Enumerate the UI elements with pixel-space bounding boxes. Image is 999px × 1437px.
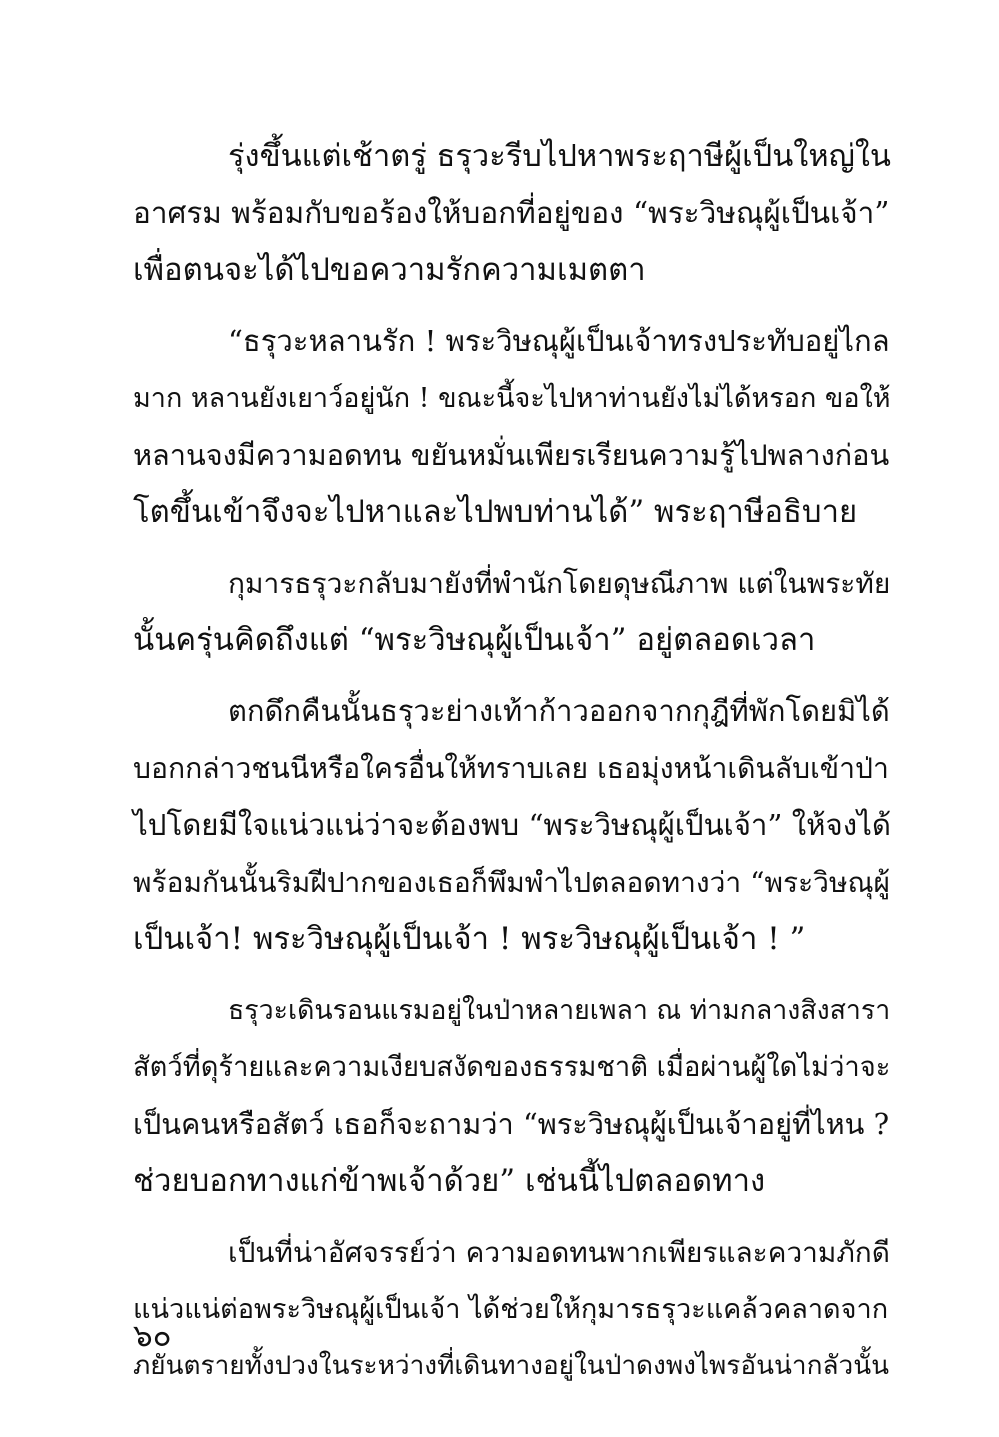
text-line: กุมารธรุวะกลับมายังที่พำนักโดยดุษณีภาพ แต่ในพระทัย <box>228 567 891 600</box>
paragraph-1 <box>133 128 891 299</box>
paragraph-6 <box>133 1224 891 1395</box>
text-line: พร้อมกันนั้นริมฝีปากของเธอก็พึมพำไปตลอดทางว่า “พระวิษณุผู้ <box>133 866 890 899</box>
paragraph-5 <box>133 982 891 1210</box>
text-line: เป็นคนหรือสัตว์ เธอก็จะถามว่า “พระวิษณุผู้เป็นเจ้าอยู่ที่ไหน ? <box>133 1107 890 1141</box>
text-line: โตขึ้นเข้าจึงจะไปหาและไปพบท่านได้” พระฤาษีอธิบาย <box>133 494 858 530</box>
text-line: อาศรม พร้อมกับขอร้องให้บอกที่อยู่ของ “พระวิษณุผู้เป็นเจ้า” <box>133 196 890 231</box>
paragraph-2 <box>133 313 891 541</box>
text-line: มาก หลานยังเยาว์อยู่นัก ! ขณะนี้จะไปหาท่านยังไม่ได้หรอก ขอให้ <box>133 383 891 414</box>
text-line: เพื่อตนจะได้ไปขอความรักความเมตตา <box>133 252 646 288</box>
text-line: สัตว์ที่ดุร้ายและความเงียบสงัดของธรรมชาติ เมื่อผ่านผู้ใดไม่ว่าจะ <box>133 1052 891 1083</box>
paragraph-3 <box>133 555 891 669</box>
text-line: เป็นเจ้า! พระวิษณุผู้เป็นเจ้า ! พระวิษณุผู้เป็นเจ้า ! ” <box>133 921 806 957</box>
text-line: ธรุวะเดินรอนแรมอยู่ในป่าหลายเพลา ณ ท่ามกลางสิงสารา <box>228 995 891 1026</box>
text-line: นั้นครุ่นคิดถึงแต่ “พระวิษณุผู้เป็นเจ้า” อยู่ตลอดเวลา <box>133 622 816 658</box>
page-number: ๖๐ <box>133 1318 172 1354</box>
text-line: เป็นที่น่าอัศจรรย์ว่า ความอดทนพากเพียรและความภักดี <box>228 1236 890 1269</box>
text-line: บอกกล่าวชนนีหรือใครอื่นให้ทราบเลย เธอมุ่งหน้าเดินลับเข้าป่า <box>133 752 889 785</box>
text-line: แน่วแน่ต่อพระวิษณุผู้เป็นเจ้า ได้ช่วยให้กุมารธรุวะแคล้วคลาดจาก <box>133 1294 889 1325</box>
body-text <box>133 128 891 1409</box>
text-line: ตกดึกคืนนั้นธรุวะย่างเท้าก้าวออกจากกุฎีที่พักโดยมิได้ <box>228 694 890 728</box>
paragraph-4 <box>133 683 891 968</box>
text-line: ช่วยบอกทางแก่ข้าพเจ้าด้วย” เช่นนี้ไปตลอดทาง <box>133 1163 766 1199</box>
text-line: ภยันตรายทั้งปวงในระหว่างที่เดินทางอยู่ในป่าดงพงไพรอันน่ากลัวนั้น <box>133 1351 890 1381</box>
text-line: รุ่งขึ้นแต่เช้าตรู่ ธรุวะรีบไปหาพระฤาษีผู้เป็นใหญ่ใน <box>228 138 891 174</box>
text-line: “ธรุวะหลานรัก ! พระวิษณุผู้เป็นเจ้าทรงประทับอยู่ไกล <box>228 324 890 358</box>
text-line: ไปโดยมีใจแน่วแน่ว่าจะต้องพบ “พระวิษณุผู้เป็นเจ้า” ให้จงได้ <box>133 808 891 842</box>
text-line: หลานจงมีความอดทน ขยันหมั่นเพียรเรียนความรู้ไปพลางก่อน <box>133 438 890 472</box>
